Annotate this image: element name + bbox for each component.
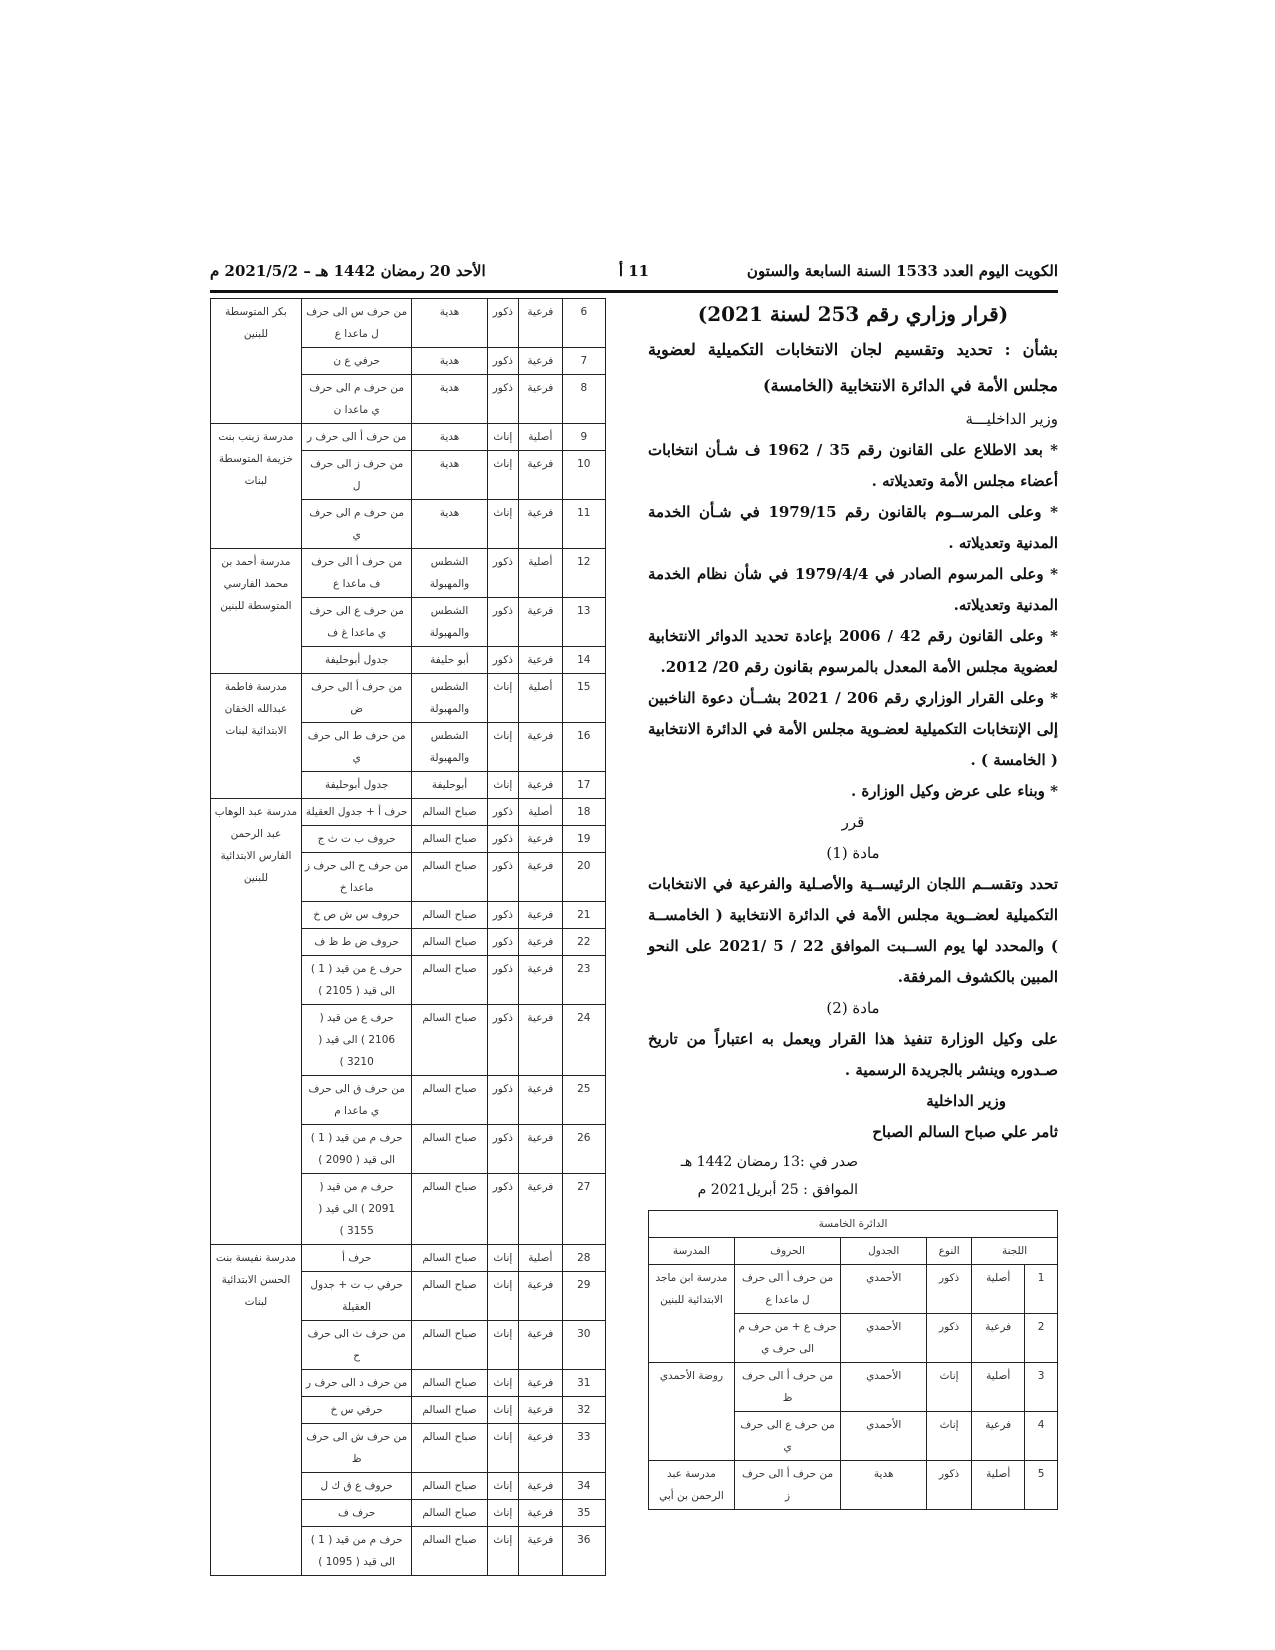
cell-schedule: هدية [412,500,487,549]
cell-no: 21 [562,902,605,929]
cell-no: 32 [562,1397,605,1424]
cell-no: 26 [562,1125,605,1174]
cell-letters: حرف أ [301,1245,412,1272]
cell-gender: إناث [487,1370,519,1397]
cell-gender: إناث [487,1272,519,1321]
cell-letters: من حرف د الى حرف ر [301,1370,412,1397]
school-cell: بكر المتوسطة للبنين [211,299,302,424]
header-page-number: 11 أ [618,262,650,280]
cell-gender: ذكور [487,853,519,902]
table-row [211,799,606,826]
cell-gender: ذكور [487,375,519,424]
cell-letters: حرف ف [301,1500,412,1527]
decree-title: (قرار وزاري رقم 253 لسنة 2021) [697,302,1009,326]
cell-kind: فرعية [519,853,562,902]
cell-gender: ذكور [487,348,519,375]
cell-kind: فرعية [519,929,562,956]
signature-title: وزير الداخلية [926,1092,1006,1110]
preamble-2: * وعلى المرســوم بالقانون رقم 1979/15 في شـأن الخدمة المدنية وتعديلاته . [648,503,1058,552]
cell-schedule: صباح السالم [412,956,487,1005]
cell-schedule: صباح السالم [412,1500,487,1527]
cell-no: 19 [562,826,605,853]
cell-schedule: صباح السالم [412,826,487,853]
cell-letters: جدول أبوحليفة [301,647,412,674]
signature-name: ثامر علي صباح السالم الصباح [872,1123,1058,1141]
cell-letters: حروف ب ت ث ج [301,826,412,853]
cell-schedule: صباح السالم [412,902,487,929]
cell-kind: أصلية [519,549,562,598]
cell-schedule: أبو حليفة [412,647,487,674]
cell-gender: ذكور [487,956,519,1005]
cell-kind: فرعية [519,598,562,647]
cell-gender: إناث [487,1500,519,1527]
cell-schedule: الشطس والمهبولة [412,598,487,647]
cell-no: 12 [562,549,605,598]
cell-schedule: صباح السالم [412,1473,487,1500]
cell-no: 29 [562,1272,605,1321]
cell-letters: من حرف م الى حرف ي [301,500,412,549]
cell-gender: إناث [487,1473,519,1500]
school-cell: مدرسة أحمد بن محمد الفارسي المتوسطة للبنين [211,549,302,674]
cell-gender: إناث [487,1321,519,1370]
cell-letters: حروف ع ق ك ل [301,1473,412,1500]
cell-schedule: صباح السالم [412,1370,487,1397]
cell-no: 14 [562,647,605,674]
cell-no: 18 [562,799,605,826]
cell-letters: حرف أ + جدول العقيلة [301,799,412,826]
cell-kind: فرعية [519,826,562,853]
cell-letters: من حرف ط الى حرف ي [301,723,412,772]
cell-letters: من حرف م الى حرف ي ماعدا ن [301,375,412,424]
preamble-6: * وبناء على عرض وكيل الوزارة . [850,782,1058,800]
cell-letters: حرفي س خ [301,1397,412,1424]
cell-schedule: هدية [412,451,487,500]
cell-schedule: صباح السالم [412,1527,487,1576]
article-1-title: مادة (1) [826,844,880,862]
cell-kind: فرعية [519,1174,562,1245]
page-header [210,258,1058,288]
table-header-row [649,1238,1058,1265]
cell-letters: حرف م من قيد ( 1 ) الى قيد ( 2090 ) [301,1125,412,1174]
cell-gender: ذكور [487,826,519,853]
header-divider [210,290,1058,293]
preamble-5: * وعلى القرار الوزاري رقم 206 / 2021 بشــأن دعوة الناخبين إلى الإنتخابات التكميلية لعضـوية مجلس الأمة في الدائرة الانتخابية ( الخامسة ) . [648,689,1058,769]
cell-no: 28 [562,1245,605,1272]
cell-kind: فرعية [519,1272,562,1321]
cell-kind: فرعية [519,451,562,500]
col-committee: اللجنة [972,1238,1058,1265]
cell-no: 11 [562,500,605,549]
cell-no: 10 [562,451,605,500]
issued-date: صدر في :13 رمضان 1442 هـ [680,1154,858,1170]
cell-kind: فرعية [519,1321,562,1370]
cell-no: 34 [562,1473,605,1500]
cell-no: 6 [562,299,605,348]
cell-no: 30 [562,1321,605,1370]
cell-schedule: صباح السالم [412,1397,487,1424]
school-cell: مدرسة ابن ماجد الابتدائية للبنين [649,1265,735,1363]
cell-kind: فرعية [519,1397,562,1424]
cell-kind: فرعية [519,500,562,549]
cell-gender: ذكور [487,549,519,598]
cell-gender: ذكور [487,598,519,647]
cell-gender: ذكور [487,929,519,956]
cell-kind: فرعية [519,772,562,799]
cell-schedule: الشطس والمهبولة [412,674,487,723]
header-date: الأحد 20 رمضان 1442 هـ – 2021/5/2 م [210,262,486,280]
cell-kind: فرعية [519,348,562,375]
table-row: 1 أصلية ذكور الأحمدي من حرف أ الى حرف ل ماعدا ع مدرسة ابن ماجد الابتدائية للبنين [649,1265,1058,1314]
cell-schedule: صباح السالم [412,1005,487,1076]
cell-letters: حروف ض ط ظ ف [301,929,412,956]
cell-letters: جدول أبوحليفة [301,772,412,799]
col-type: النوع [927,1238,972,1265]
decree-body [648,296,1058,1204]
cell-kind: فرعية [519,1500,562,1527]
cell-schedule: صباح السالم [412,799,487,826]
cell-schedule: صباح السالم [412,1272,487,1321]
cell-letters: من حرف أ الى حرف ر [301,424,412,451]
cell-no: 36 [562,1527,605,1576]
cell-schedule: الشطس والمهبولة [412,723,487,772]
cell-letters: من حرف أ الى حرف ف ماعدا ع [301,549,412,598]
cell-gender: إناث [487,723,519,772]
cell-letters: من حرف ق الى حرف ي ماعدا م [301,1076,412,1125]
cell-gender: ذكور [487,299,519,348]
cell-no: 25 [562,1076,605,1125]
cell-gender: إناث [487,674,519,723]
cell-schedule: صباح السالم [412,1174,487,1245]
cell-letters: من حرف ث الى حرف ح [301,1321,412,1370]
cell-kind: فرعية [519,1076,562,1125]
cell-kind: فرعية [519,1370,562,1397]
decided-heading: قرر [841,813,865,831]
table-row [211,674,606,723]
cell-kind: فرعية [519,1527,562,1576]
col-letters: الحروف [734,1238,840,1265]
cell-gender: ذكور [487,902,519,929]
table-row [211,549,606,598]
cell-letters: من حرف ش الى حرف ظ [301,1424,412,1473]
cell-gender: إناث [487,500,519,549]
cell-schedule: هدية [412,424,487,451]
cell-letters: من حرف ز الى حرف ل [301,451,412,500]
article-2-text: على وكيل الوزارة تنفيذ هذا القرار ويعمل به اعتباراً من تاريخ صـدوره وينشر بالجريدة الرسمية . [648,1030,1058,1079]
cell-schedule: صباح السالم [412,853,487,902]
cell-kind: أصلية [519,674,562,723]
cell-gender: إناث [487,1424,519,1473]
cell-kind: فرعية [519,375,562,424]
cell-gender: ذكور [487,1125,519,1174]
cell-no: 20 [562,853,605,902]
cell-gender: إناث [487,772,519,799]
cell-no: 35 [562,1500,605,1527]
cell-gender: ذكور [487,1005,519,1076]
cell-kind: فرعية [519,902,562,929]
committees-table [210,298,606,1576]
cell-no: 33 [562,1424,605,1473]
cell-gender: إناث [487,1245,519,1272]
cell-no: 7 [562,348,605,375]
article-1-text: تحدد وتقســم اللجان الرئيســية والأصـلية والفرعية في الانتخابات التكميلية لعضــوية مجلس الأمة في الدائرة الانتخابية ( الخامســة ) والمحدد لها يوم الســبت الموافق 22 / 5 /2021 على النحو المبين بالكشوف المرفقة. [648,875,1058,986]
cell-gender: ذكور [487,799,519,826]
cell-letters: من حرف س الى حرف ل ماعدا ع [301,299,412,348]
cell-no: 16 [562,723,605,772]
cell-schedule: صباح السالم [412,1321,487,1370]
school-cell: مدرسة فاطمة عبدالله الخقان الابتدائية لبنات [211,674,302,799]
col-schedule: الجدول [841,1238,927,1265]
cell-letters: حرف ع من قيد ( 2106 ) الى قيد ( 3210 ) [301,1005,412,1076]
cell-kind: أصلية [519,799,562,826]
corresponding-date: الموافق : 25 أبريل2021 م [697,1182,858,1198]
minister-line: وزير الداخليـــة [965,410,1058,428]
cell-schedule: صباح السالم [412,1076,487,1125]
cell-kind: فرعية [519,1473,562,1500]
table-row: 5 أصلية ذكور هدية من حرف أ الى حرف ز مدرسة عبد الرحمن بن أبي [649,1461,1058,1510]
district-table-title: الدائرة الخامسة [649,1211,1058,1238]
cell-schedule: صباح السالم [412,1245,487,1272]
district-table [648,1210,1058,1510]
cell-no: 17 [562,772,605,799]
cell-kind: فرعية [519,1125,562,1174]
cell-kind: فرعية [519,956,562,1005]
cell-no: 24 [562,1005,605,1076]
cell-letters: من حرف ع الى حرف ي ماعدا غ ف [301,598,412,647]
cell-gender: ذكور [487,647,519,674]
cell-schedule: هدية [412,375,487,424]
preamble-3: * وعلى المرسوم الصادر في 1979/4/4 في شأن نظام الخدمة المدنية وتعديلاته. [648,565,1058,614]
school-cell: مدرسة زينب بنت خزيمة المتوسطة لبنات [211,424,302,549]
cell-letters: حروف س ش ص خ [301,902,412,929]
cell-no: 22 [562,929,605,956]
cell-schedule: هدية [412,299,487,348]
school-cell: روضة الأحمدي [649,1363,735,1461]
preamble-4: * وعلى القانون رقم 42 / 2006 بإعادة تحديد الدوائر الانتخابية لعضوية مجلس الأمة المعدل بالمرسوم بقانون رقم 20/ 2012. [648,627,1058,676]
cell-kind: فرعية [519,1424,562,1473]
cell-kind: فرعية [519,299,562,348]
cell-gender: ذكور [487,1076,519,1125]
article-2-title: مادة (2) [826,999,880,1017]
cell-schedule: أبوحليفة [412,772,487,799]
cell-gender: إناث [487,424,519,451]
cell-kind: أصلية [519,424,562,451]
cell-gender: إناث [487,1397,519,1424]
cell-letters: حرف ع من قيد ( 1 ) الى قيد ( 2105 ) [301,956,412,1005]
cell-letters: من حرف ح الى حرف ز ماعدا خ [301,853,412,902]
table-row [211,424,606,451]
cell-kind: فرعية [519,1005,562,1076]
col-school: المدرسة [649,1238,735,1265]
school-cell: مدرسة نفيسة بنت الحسن الابتدائية لبنات [211,1245,302,1576]
table-row: 4 فرعية إناث الأحمدي من حرف ع الى حرف ي [649,1412,1058,1461]
cell-no: 15 [562,674,605,723]
cell-gender: ذكور [487,1174,519,1245]
cell-schedule: صباح السالم [412,1424,487,1473]
decree-subject: بشأن : تحديد وتقسيم لجان الانتخابات التكميلية لعضوية مجلس الأمة في الدائرة الانتخابية (الخامسة) [648,340,1058,395]
preamble-1: * بعد الاطلاع على القانون رقم 35 / 1962 ف شـأن انتخابات أعضاء مجلس الأمة وتعديلاته . [648,441,1058,490]
table-row [211,1245,606,1272]
cell-letters: حرفي ب ت + جدول العقيلة [301,1272,412,1321]
cell-kind: فرعية [519,723,562,772]
cell-no: 9 [562,424,605,451]
cell-no: 13 [562,598,605,647]
header-issue: الكويت اليوم العدد 1533 السنة السابعة والستون [746,262,1058,280]
cell-schedule: هدية [412,348,487,375]
table-row: 3 أصلية إناث الأحمدي من حرف أ الى حرف ظ روضة الأحمدي [649,1363,1058,1412]
cell-letters: حرف م من قيد ( 1 ) الى قيد ( 1095 ) [301,1527,412,1576]
cell-schedule: الشطس والمهبولة [412,549,487,598]
cell-no: 27 [562,1174,605,1245]
cell-schedule: صباح السالم [412,929,487,956]
cell-letters: حرف م من قيد ( 2091 ) الى قيد ( 3155 ) [301,1174,412,1245]
cell-kind: أصلية [519,1245,562,1272]
cell-gender: إناث [487,451,519,500]
cell-no: 31 [562,1370,605,1397]
cell-letters: من حرف أ الى حرف ض [301,674,412,723]
table-row: 2 فرعية ذكور الأحمدي حرف ع + من حرف م الى حرف ي [649,1314,1058,1363]
cell-no: 8 [562,375,605,424]
school-cell: مدرسة عبد الرحمن بن أبي [649,1461,735,1510]
cell-no: 23 [562,956,605,1005]
cell-gender: إناث [487,1527,519,1576]
cell-kind: فرعية [519,647,562,674]
cell-letters: حرفي ع ن [301,348,412,375]
table-row [211,299,606,348]
school-cell: مدرسة عبد الوهاب عبد الرحمن الفارس الابتدائية للبنين [211,799,302,1245]
cell-schedule: صباح السالم [412,1125,487,1174]
